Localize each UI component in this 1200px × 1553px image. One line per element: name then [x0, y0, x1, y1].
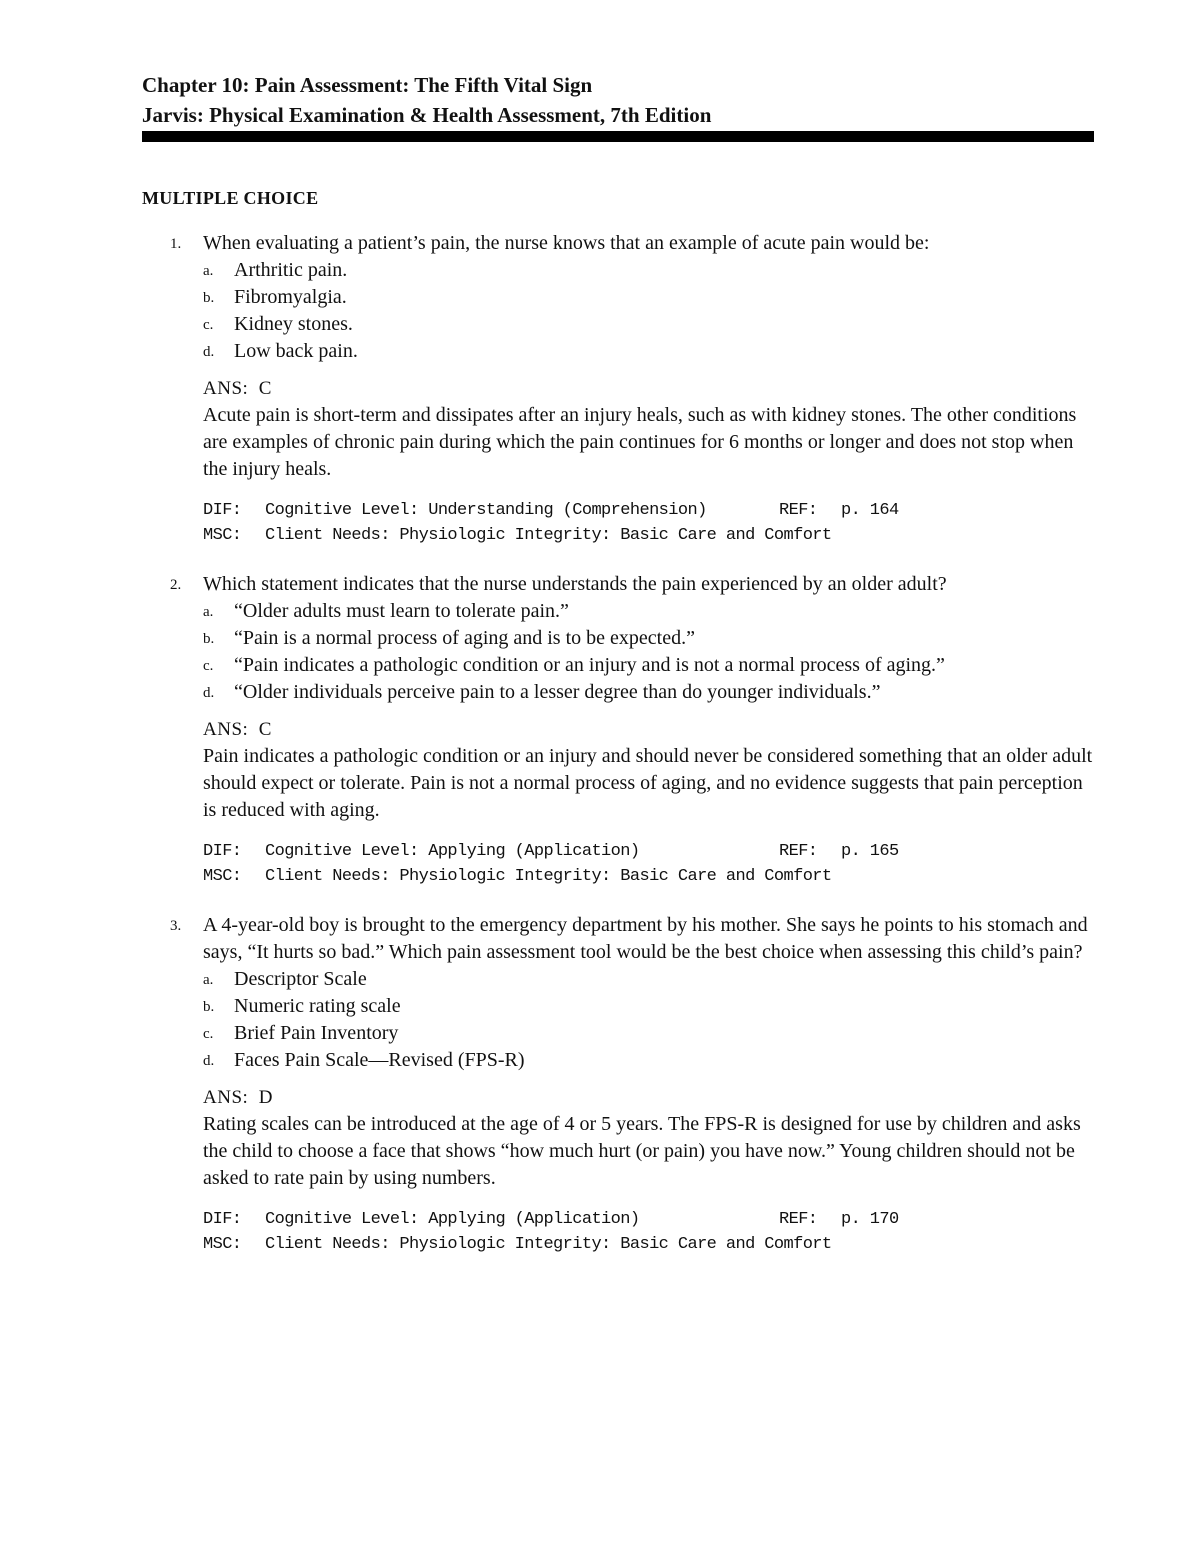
dif-value: Cognitive Level: Understanding (Comprehension)	[265, 501, 707, 520]
dif-value: Cognitive Level: Applying (Application)	[265, 842, 640, 861]
question-number: 2.	[170, 577, 182, 593]
msc-label: MSC:	[203, 526, 242, 545]
ref-value: p. 164	[841, 501, 899, 520]
option-letter: d.	[203, 1053, 215, 1069]
option-text: “Older individuals perceive pain to a lesser degree than do younger individuals.”	[234, 681, 881, 703]
question-1	[142, 230, 1094, 548]
ref-label: REF:	[779, 1210, 818, 1229]
option-d	[203, 1047, 1094, 1074]
option-a	[203, 257, 1094, 284]
msc-label: MSC:	[203, 1235, 242, 1254]
rationale: Pain indicates a pathologic condition or an injury and should never be considered something that an older adult should expect or tolerate. Pain is not a normal process of aging, and no evidence suggests that pain perception is reduced with aging.	[203, 745, 1093, 821]
metadata	[203, 498, 1094, 548]
options-list	[203, 257, 1094, 365]
option-text: Numeric rating scale	[234, 995, 401, 1017]
answer-line	[203, 1084, 1094, 1111]
answer-label: ANS:	[203, 719, 249, 740]
answer-value: C	[258, 378, 272, 399]
answer-label: ANS:	[203, 378, 249, 399]
option-text: Descriptor Scale	[234, 968, 367, 990]
question-stem: A 4-year-old boy is brought to the emergency department by his mother. She says he points to his stomach and says, “It hurts so bad.” Which pain assessment tool would be the best choice when assessing this child’s pain?	[203, 914, 1088, 963]
ref-value: p. 170	[841, 1210, 899, 1229]
question-number: 3.	[170, 918, 182, 934]
option-b	[203, 284, 1094, 311]
option-text: “Pain indicates a pathologic condition or an injury and is not a normal process of aging.”	[234, 654, 945, 676]
chapter-title: Chapter 10: Pain Assessment: The Fifth Vital Sign	[142, 73, 593, 97]
option-a	[203, 966, 1094, 993]
option-text: “Pain is a normal process of aging and is to be expected.”	[234, 627, 695, 649]
option-c	[203, 311, 1094, 338]
metadata	[203, 839, 1094, 889]
msc-value: Client Needs: Physiologic Integrity: Basic Care and Comfort	[265, 526, 832, 545]
answer-value: D	[258, 1087, 274, 1108]
question-2	[142, 571, 1094, 889]
option-letter: d.	[203, 344, 215, 360]
ref-label: REF:	[779, 501, 818, 520]
dif-label: DIF:	[203, 1210, 242, 1229]
option-letter: b.	[203, 999, 215, 1015]
option-c	[203, 652, 1094, 679]
option-letter: a.	[203, 604, 214, 620]
metadata	[203, 1207, 1094, 1257]
option-c	[203, 1020, 1094, 1047]
msc-label: MSC:	[203, 867, 242, 886]
option-b	[203, 625, 1094, 652]
dif-row	[203, 839, 1094, 864]
question-number: 1.	[170, 236, 182, 252]
option-text: Faces Pain Scale—Revised (FPS-R)	[234, 1049, 525, 1071]
option-text: Low back pain.	[234, 340, 358, 362]
document-page	[142, 70, 1094, 1257]
option-d	[203, 679, 1094, 706]
dif-value: Cognitive Level: Applying (Application)	[265, 1210, 640, 1229]
msc-row	[203, 523, 1094, 548]
dif-row	[203, 498, 1094, 523]
question-stem: Which statement indicates that the nurse understands the pain experienced by an older adult?	[203, 573, 947, 595]
msc-value: Client Needs: Physiologic Integrity: Basic Care and Comfort	[265, 1235, 832, 1254]
answer-label: ANS:	[203, 1087, 249, 1108]
rationale: Acute pain is short-term and dissipates after an injury heals, such as with kidney stones. The other conditions are examples of chronic pain during which the pain continues for 6 months or longer and does not stop when the injury heals.	[203, 404, 1077, 480]
msc-value: Client Needs: Physiologic Integrity: Basic Care and Comfort	[265, 867, 832, 886]
msc-row	[203, 1232, 1094, 1257]
book-title: Jarvis: Physical Examination & Health Assessment, 7th Edition	[142, 103, 712, 127]
dif-label: DIF:	[203, 842, 242, 861]
option-letter: a.	[203, 972, 214, 988]
dif-label: DIF:	[203, 501, 242, 520]
answer-block	[203, 716, 1094, 824]
option-text: Kidney stones.	[234, 313, 353, 335]
option-text: Arthritic pain.	[234, 259, 348, 281]
option-letter: a.	[203, 263, 214, 279]
answer-line	[203, 716, 1094, 743]
section-heading: MULTIPLE CHOICE	[142, 188, 319, 208]
option-letter: d.	[203, 685, 215, 701]
question-stem: When evaluating a patient’s pain, the nurse knows that an example of acute pain would be:	[203, 232, 930, 254]
option-text: Brief Pain Inventory	[234, 1022, 399, 1044]
rationale: Rating scales can be introduced at the age of 4 or 5 years. The FPS-R is designed for use by children and asks the child to choose a face that shows “how much hurt (or pain) you have now.” Young children should not be asked to rate pain by using numbers.	[203, 1113, 1081, 1189]
option-letter: c.	[203, 317, 214, 333]
options-list	[203, 966, 1094, 1074]
msc-row	[203, 864, 1094, 889]
header-rule	[142, 131, 1094, 142]
option-letter: b.	[203, 290, 215, 306]
option-a	[203, 598, 1094, 625]
answer-block	[203, 1084, 1094, 1192]
option-letter: c.	[203, 658, 214, 674]
answer-block	[203, 375, 1094, 483]
option-letter: b.	[203, 631, 215, 647]
question-3	[142, 912, 1094, 1257]
ref-label: REF:	[779, 842, 818, 861]
option-text: “Older adults must learn to tolerate pain.”	[234, 600, 569, 622]
dif-row	[203, 1207, 1094, 1232]
answer-value: C	[258, 719, 272, 740]
option-d	[203, 338, 1094, 365]
option-b	[203, 993, 1094, 1020]
options-list	[203, 598, 1094, 706]
option-letter: c.	[203, 1026, 214, 1042]
answer-line	[203, 375, 1094, 402]
option-text: Fibromyalgia.	[234, 286, 347, 308]
ref-value: p. 165	[841, 842, 899, 861]
